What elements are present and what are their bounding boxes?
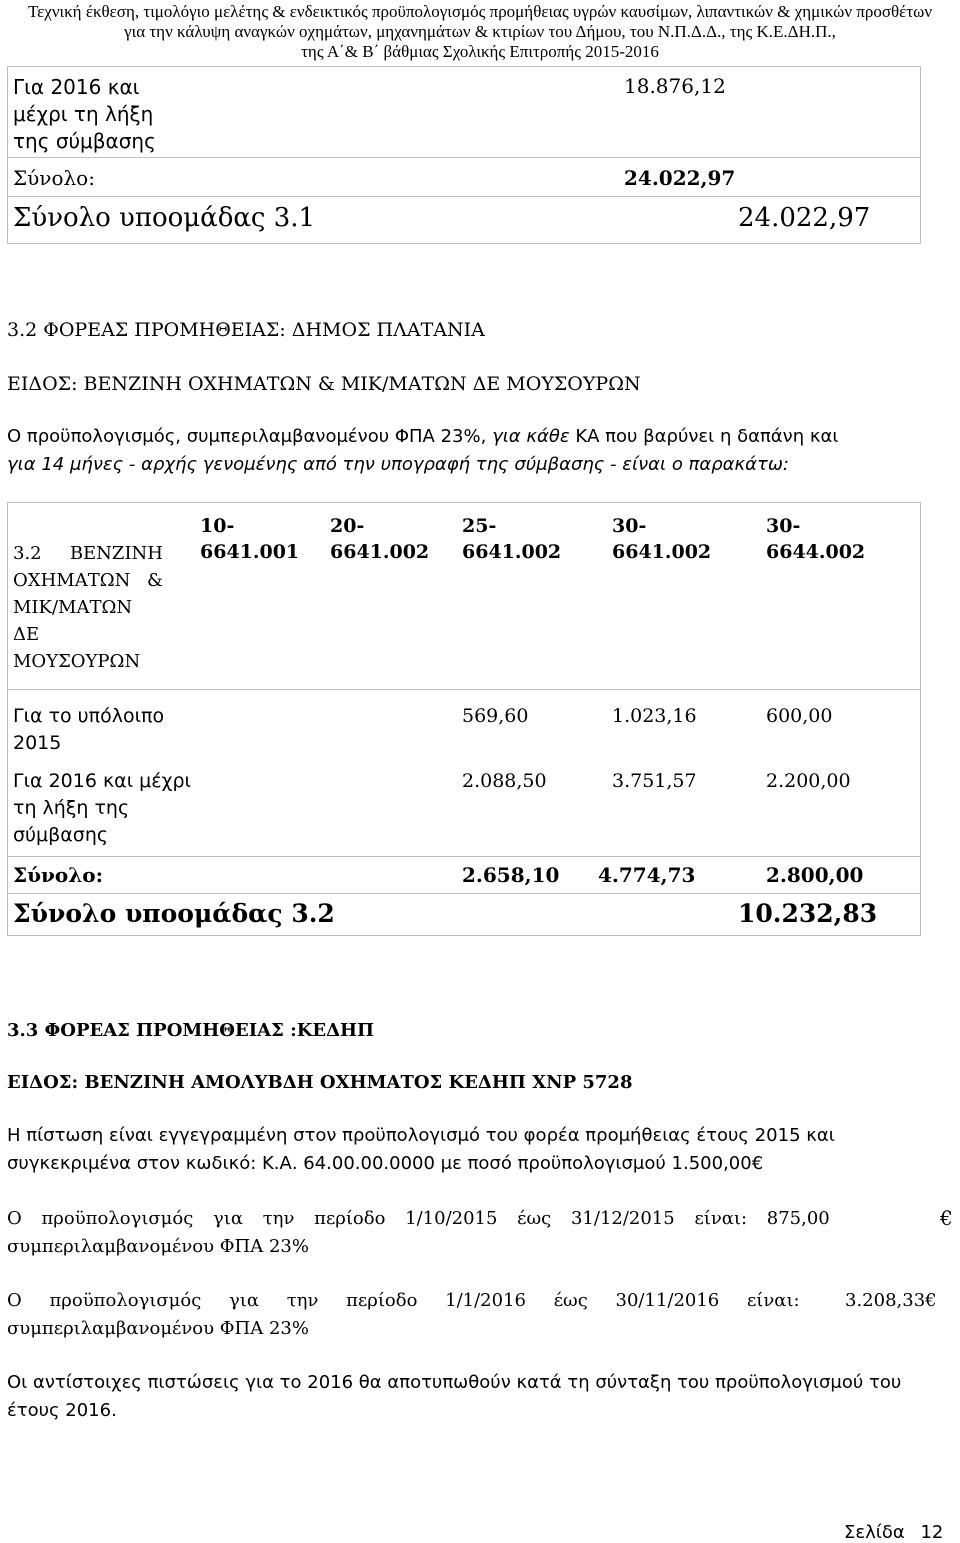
amount: 3.208,33€ — [845, 1290, 937, 1311]
total-label: Σύνολο: — [13, 863, 103, 887]
intro-italic: για κάθε — [492, 426, 570, 447]
account-code-top: 20- — [330, 515, 365, 537]
table-cell: 1.023,16 — [612, 705, 697, 727]
table-cell: 2.200,00 — [766, 770, 851, 792]
paragraph-line: έτους 2016. — [7, 1400, 117, 1421]
page-number-value: 12 — [920, 1522, 944, 1543]
account-code-top: 30- — [766, 515, 801, 537]
section-heading: 3.3 ΦΟΡΕΑΣ ΠΡΟΜΗΘΕΙΑΣ :ΚΕΔΗΠ — [7, 1020, 375, 1041]
table-cell: 569,60 — [462, 705, 529, 727]
account-code-bottom: 6641.001 — [200, 541, 300, 563]
paragraph-line: συμπεριλαμβανομένου ΦΠΑ 23% — [7, 1236, 309, 1257]
account-code-bottom: 6641.002 — [612, 541, 712, 563]
total-value: 4.774,73 — [598, 863, 696, 887]
account-code-bottom: 6641.002 — [330, 541, 430, 563]
table-3-1-divider — [8, 196, 920, 197]
intro-text-rest: ΚΑ που βαρύνει η δαπάνη και — [575, 426, 839, 447]
paragraph-line: συμπεριλαμβανομένου ΦΠΑ 23% — [7, 1318, 309, 1339]
subgroup-total-label: Σύνολο υποομάδας 3.1 — [13, 203, 316, 233]
paragraph-line: συγκεκριμένα στον κωδικό: Κ.Α. 64.00.00.0000 με ποσό προϋπολογισμού 1.500,00€ — [7, 1153, 764, 1174]
paragraph-line: Οι αντίστοιχες πιστώσεις για το 2016 θα αποτυπωθούν κατά τη σύνταξη του προϋπολογισμού του — [7, 1372, 902, 1393]
table-3-1-divider — [8, 157, 920, 158]
total-value: 24.022,97 — [624, 166, 736, 190]
account-code-top: 25- — [462, 515, 497, 537]
total-value: 2.658,10 — [462, 863, 560, 887]
paragraph-line: Η πίστωση είναι εγγεγραμμένη στον προϋπολογισμό του φορέα προμήθειας έτους 2015 και — [7, 1125, 835, 1146]
table-cell: 600,00 — [766, 705, 833, 727]
subgroup-total-value: 10.232,83 — [738, 899, 878, 928]
section-kind: ΕΙΔΟΣ: ΒΕΝΖΙΝΗ ΑΜΟΛΥΒΔΗ ΟΧΗΜΑΤΟΣ ΚΕΔΗΠ ΧΝΡ 5728 — [7, 1072, 633, 1093]
intro-paragraph-line-1 — [7, 426, 838, 447]
account-code-top: 10- — [200, 515, 235, 537]
section-kind: ΕΙΔΟΣ: ΒΕΝΖΙΝΗ ΟΧΗΜΑΤΩΝ & ΜΙΚ/ΜΑΤΩΝ ΔΕ ΜΟΥΣΟΥΡΩΝ — [7, 373, 641, 395]
subgroup-total-label: Σύνολο υποομάδας 3.2 — [13, 899, 335, 928]
header-line-3: της Α΄& Β΄ βάθμιας Σχολικής Επιτροπής 2015-2016 — [301, 42, 659, 61]
total-value: 2.800,00 — [766, 863, 864, 887]
table-3-2-divider — [8, 856, 920, 857]
section-heading: 3.2 ΦΟΡΕΑΣ ΠΡΟΜΗΘΕΙΑΣ: ΔΗΜΟΣ ΠΛΑΤΑΝΙΑ — [7, 319, 485, 341]
table-row-label: Για 2016 και μέχρι τη λήξη της σύμβασης — [13, 770, 191, 846]
page-label: Σελίδα — [844, 1522, 905, 1543]
paragraph-line: Ο προϋπολογισμός για την περίοδο 1/1/2016 έως 30/11/2016 είναι: — [7, 1290, 800, 1311]
header-line-1: Τεχνική έκθεση, τιμολόγιο μελέτης & ενδεικτικός προϋπολογισμός προμήθειας υγρών καυσίμων, λιπαντικών & χημικών προσθέτων — [27, 2, 933, 21]
subgroup-total-value: 24.022,97 — [738, 203, 871, 233]
item-label: 3.2 ΒΕΝΖΙΝΗ ΟΧΗΜΑΤΩΝ & ΜΙΚ/ΜΑΤΩΝ ΔΕ ΜΟΥΣΟΥΡΩΝ — [13, 543, 163, 672]
account-code-bottom: 6644.002 — [766, 541, 866, 563]
intro-text: Ο προϋπολογισμός, συμπεριλαμβανομένου ΦΠΑ 23%, — [7, 426, 487, 447]
page-number — [844, 1522, 943, 1543]
euro-sign: € — [940, 1206, 953, 1230]
table-row-value: 18.876,12 — [624, 74, 726, 98]
table-3-2-divider — [8, 689, 920, 690]
header-line-2: για την κάλυψη αναγκών οχημάτων, μηχανημάτων & κτιρίων του Δήμου, του Ν.Π.Δ.Δ., της Κ.Ε.ΔΗ.Π., — [124, 22, 836, 41]
table-row-label: Για το υπόλοιπο 2015 — [13, 705, 165, 754]
paragraph-line: Ο προϋπολογισμός για την περίοδο 1/10/2015 έως 31/12/2015 είναι: 875,00 — [7, 1208, 830, 1229]
account-code-top: 30- — [612, 515, 647, 537]
table-row-label: Για 2016 και μέχρι τη λήξη της σύμβασης — [13, 75, 156, 153]
account-code-bottom: 6641.002 — [462, 541, 562, 563]
table-cell: 3.751,57 — [612, 770, 697, 792]
table-cell: 2.088,50 — [462, 770, 547, 792]
table-3-2-divider — [8, 893, 920, 894]
intro-paragraph-line-2: για 14 μήνες - αρχής γενομένης από την υπογραφή της σύμβασης - είναι ο παρακάτω: — [7, 454, 789, 475]
total-label: Σύνολο: — [13, 166, 95, 190]
